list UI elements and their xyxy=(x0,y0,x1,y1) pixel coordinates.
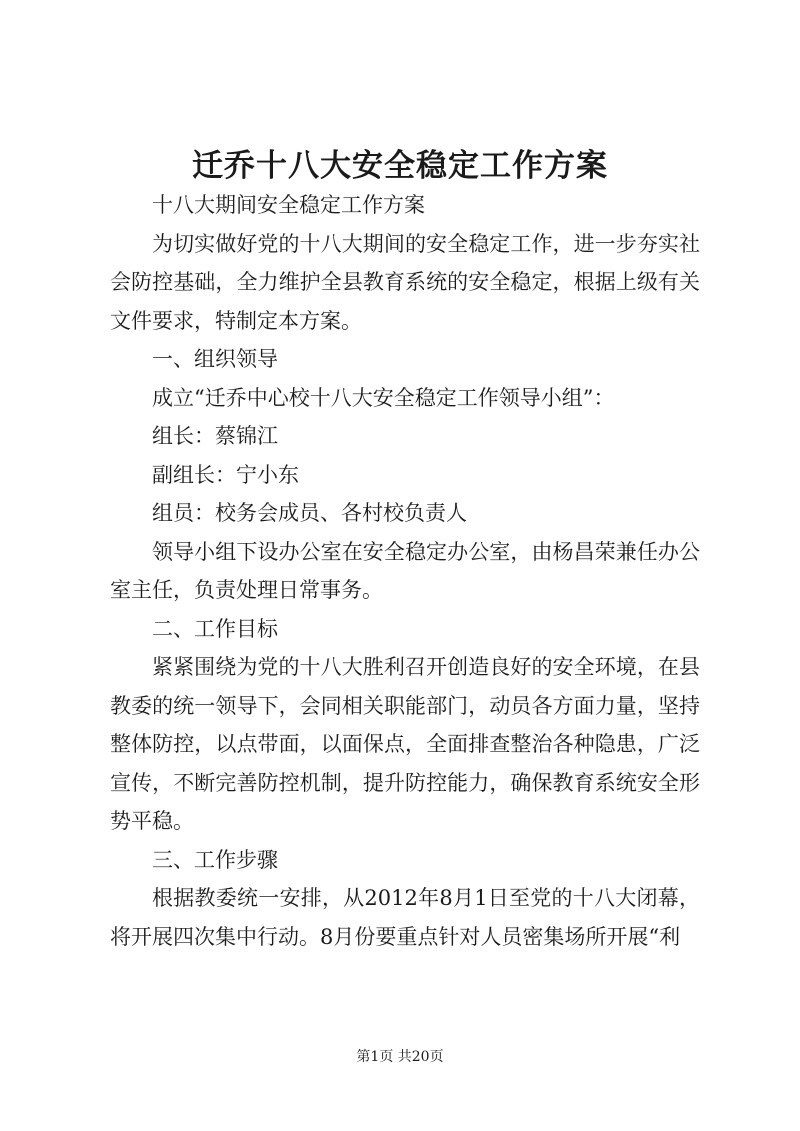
paragraph-establish-group: 成立“迁乔中心校十八大安全稳定工作领导小组”： xyxy=(152,385,615,410)
paragraph-intro: 为切实做好党的十八大期间的安全稳定工作，进一步夯实社会防控基础，全力维护全县教育系统的安全稳定，根据上级有关文件要求，特制定本方案。 xyxy=(110,231,700,333)
section-heading-organization: 一、组织领导 xyxy=(152,347,278,371)
section-heading-goals: 二、工作目标 xyxy=(152,616,278,641)
section-heading-steps: 三、工作步骤 xyxy=(152,847,278,872)
paragraph-group-leader: 组长：蔡锦江 xyxy=(152,424,278,448)
document-body xyxy=(110,186,700,956)
paragraph-members: 组员：校务会成员、各村校负责人 xyxy=(152,501,467,525)
paragraph-subtitle: 十八大期间安全稳定工作方案 xyxy=(152,193,425,217)
paragraph-deputy-leader: 副组长：宁小东 xyxy=(152,462,299,487)
paragraph-office: 领导小组下设办公室在安全稳定办公室，由杨昌荣兼任办公室主任，负责处理日常事务。 xyxy=(110,539,700,602)
document-title: 迁乔十八大安全稳定工作方案 xyxy=(192,148,608,184)
paragraph-goals: 紧紧围绕为党的十八大胜利召开创造良好的安全环境，在县教委的统一领导下，会同相关职能部门，动员各方面力量，坚持整体防控，以点带面，以面保点，全面排查整治各种隐患，广泛宣传，不断完善防控机制，提升防控能力，确保教育系统安全形势平稳。 xyxy=(110,655,700,833)
page-footer: 第1页 共20页 xyxy=(356,1049,444,1065)
paragraph-steps: 根据教委统一安排，从2012年8月1日至党的十八大闭幕，将开展四次集中行动。8月份要重点针对人员密集场所开展“利 xyxy=(110,886,700,949)
